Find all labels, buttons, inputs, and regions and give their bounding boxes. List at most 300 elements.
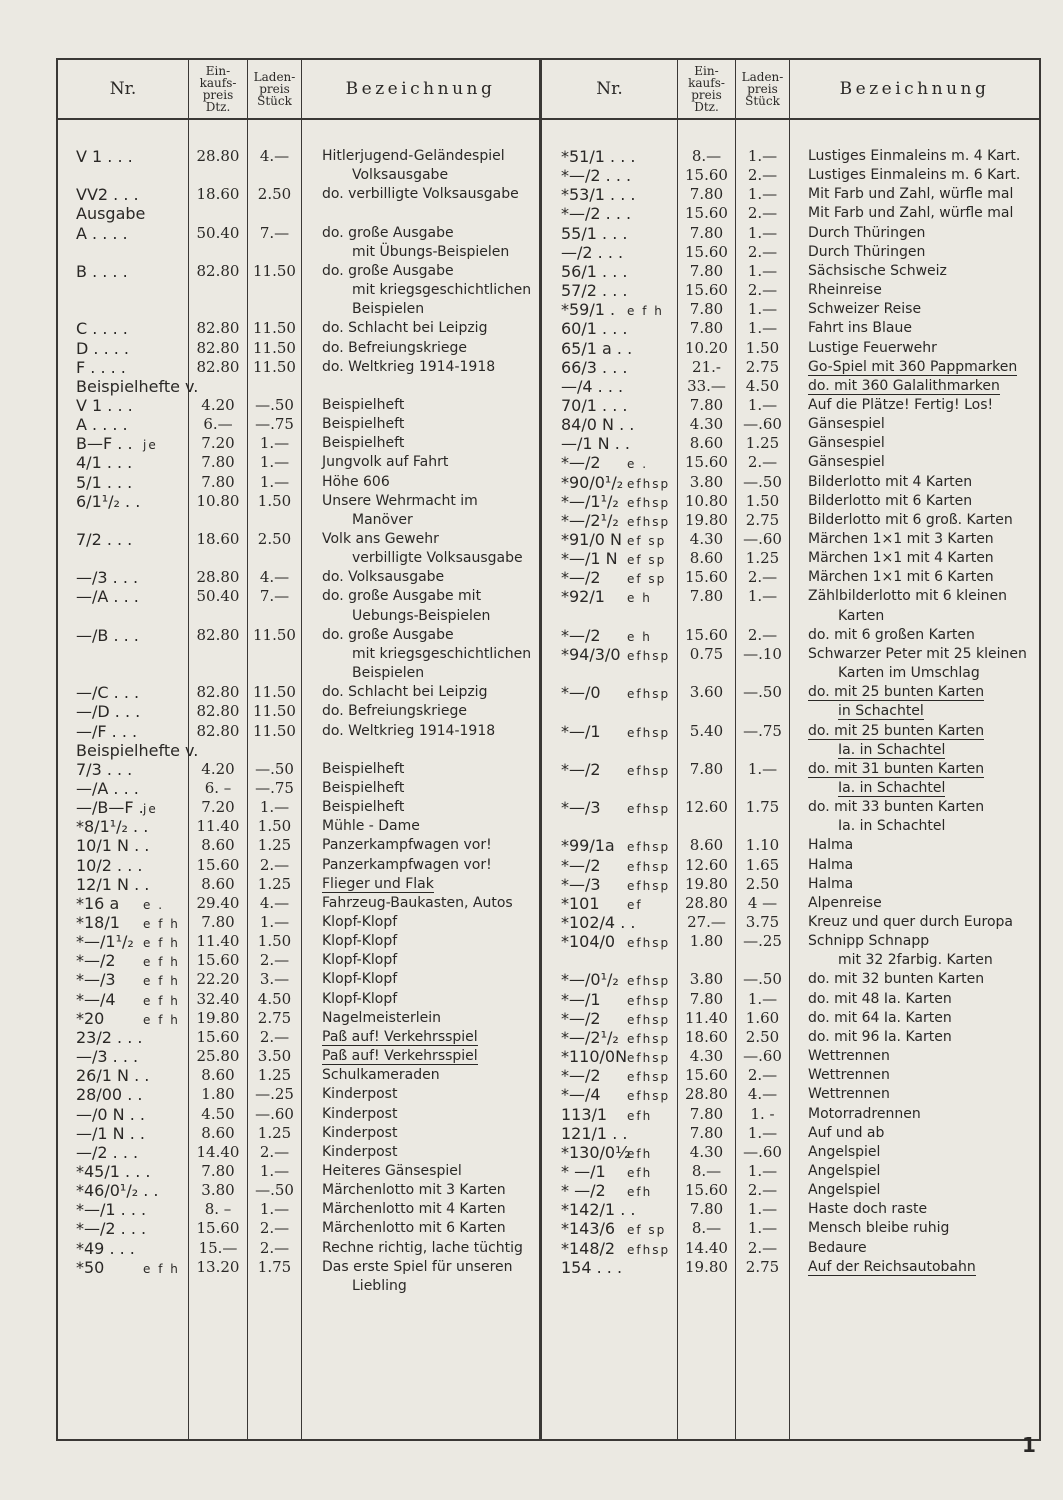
einkaufspreis: 8.60 [201, 1123, 235, 1142]
edition-codes: efh [627, 1146, 653, 1161]
item-number: 12/1 N . . [76, 874, 150, 894]
bezeichnung: Ia. in Schachtel [838, 741, 946, 758]
einkaufspreis: 82.80 [196, 338, 240, 357]
bezeichnung: Uebungs-Beispielen [352, 607, 491, 624]
einkaufspreis: 4.20 [201, 759, 235, 778]
bezeichnung: Schnipp Schnapp [808, 933, 930, 950]
item-number: 70/1 . . . [561, 395, 628, 415]
ladenpreis: 1.50 [745, 491, 780, 510]
divider [789, 58, 790, 1441]
bezeichnung: mit Übungs-Beispielen [352, 243, 510, 260]
bezeichnung: mit 32 2farbig. Karten [838, 952, 993, 969]
item-number: 121/1 . . [561, 1123, 628, 1143]
edition-codes: ef sp [627, 1223, 667, 1238]
bezeichnung: do. große Ausgabe [322, 626, 454, 643]
item-number: *—/2 [561, 1066, 601, 1086]
edition-codes: e f h [143, 993, 180, 1008]
edition-codes: e h [627, 591, 652, 606]
einkaufspreis: 8.60 [689, 836, 724, 855]
item-number: B—F . . [76, 434, 133, 454]
item-number: *—/4 [76, 989, 116, 1009]
bezeichnung: do. mit 32 bunten Karten [808, 971, 985, 988]
ladenpreis: 11.50 [253, 319, 296, 338]
bezeichnung: Beispielheft [322, 760, 405, 777]
einkaufspreis: 82.80 [196, 683, 240, 702]
edition-codes: efhsp [627, 725, 671, 740]
ladenpreis: 1.— [747, 147, 778, 165]
item-number: *16 a [76, 893, 120, 913]
bezeichnung: Bedaure [808, 1239, 867, 1256]
einkaufspreis: 18.60 [196, 185, 240, 204]
ladenpreis: 1.— [747, 261, 778, 280]
einkaufspreis: 8.60 [201, 1066, 235, 1085]
item-number: 10/1 N . . [76, 836, 150, 856]
ladenpreis: 2.— [259, 1238, 290, 1257]
einkaufspreis: 50.40 [196, 587, 240, 606]
einkaufspreis: 19.80 [685, 874, 728, 893]
item-number: *—/0¹/₂ [561, 970, 619, 990]
item-number: —/C . . . [76, 683, 140, 703]
ladenpreis: 4.— [259, 568, 290, 587]
ladenpreis: 1.— [747, 395, 778, 414]
item-number: 55/1 . . . [561, 223, 628, 243]
item-number: *—/2 [561, 855, 601, 875]
bezeichnung: Fahrt ins Blaue [808, 320, 912, 337]
einkaufspreis: 10.80 [685, 491, 728, 510]
item-number: C . . . . [76, 319, 128, 339]
item-number: *104/0 [561, 932, 616, 952]
ladenpreis: 4 — [747, 893, 778, 912]
header-nr: Nr. [596, 79, 623, 99]
bezeichnung: Angelspiel [808, 1162, 881, 1179]
edition-codes: efhsp [627, 687, 671, 702]
item-number: *—/2 [561, 568, 601, 588]
bezeichnung: Märchen 1×1 mit 6 Karten [808, 569, 994, 586]
einkaufspreis: 12.60 [685, 798, 728, 817]
einkaufspreis: 3.80 [689, 970, 724, 989]
edition-codes: efhsp [627, 1012, 671, 1027]
edition-codes: e f h [143, 955, 180, 970]
einkaufspreis: 8. – [204, 1200, 232, 1219]
item-number: *—/1¹/₂ [76, 932, 134, 952]
einkaufspreis: 15.60 [685, 166, 728, 185]
item-number: *—/2 [76, 951, 116, 971]
ladenpreis: 2.— [747, 1066, 778, 1085]
item-number: *—/3 [561, 798, 601, 818]
bezeichnung: Lustiges Einmaleins m. 4 Kart. [808, 148, 1021, 164]
bezeichnung: do. große Ausgabe mit [322, 588, 482, 605]
ladenpreis: —.25 [743, 932, 782, 951]
bezeichnung: Heiteres Gänsespiel [322, 1162, 462, 1179]
edition-codes: ef sp [627, 534, 667, 548]
ladenpreis: —.60 [255, 1104, 294, 1123]
bezeichnung: do. mit 33 bunten Karten [808, 799, 985, 816]
bezeichnung: Rechne richtig, lache tüchtig [322, 1239, 523, 1256]
header-einkaufspreis: Ein- kaufs- preis Dtz. [199, 64, 237, 114]
item-number: —/F . . . [76, 721, 138, 741]
item-number: *46/0¹/₂ . . [76, 1181, 159, 1201]
ladenpreis: 3.50 [257, 1047, 292, 1066]
bezeichnung: Märchenlotto mit 6 Karten [322, 1220, 506, 1237]
bezeichnung: Klopf-Klopf [322, 952, 398, 969]
edition-codes: e f h [143, 974, 180, 989]
einkaufspreis: 7.80 [201, 453, 235, 472]
ladenpreis: 1.75 [257, 1257, 292, 1276]
einkaufspreis: 12.60 [685, 855, 728, 874]
bezeichnung: Angelspiel [808, 1143, 881, 1160]
page-number: 1 [1022, 1433, 1036, 1457]
einkaufspreis: 8.60 [689, 434, 724, 453]
divider [301, 58, 302, 1441]
einkaufspreis: 28.80 [196, 568, 240, 587]
bezeichnung: do. verbilligte Volksausgabe [322, 186, 519, 203]
bezeichnung: do. mit 25 bunten Karten [808, 684, 985, 701]
einkaufspreis: 4.30 [689, 1142, 724, 1161]
ladenpreis: 1.— [259, 913, 290, 931]
item-number: *148/2 [561, 1238, 616, 1258]
einkaufspreis: 15.60 [685, 1066, 728, 1085]
item-number: 6/1¹/₂ . . [76, 491, 141, 511]
ladenpreis: 11.50 [253, 357, 296, 376]
item-number: 154 . . . [561, 1257, 623, 1277]
bezeichnung: do. mit 25 bunten Karten [808, 722, 985, 739]
ladenpreis: 1.60 [745, 1008, 780, 1027]
bezeichnung: Motorradrennen [808, 1105, 921, 1122]
item-number: —/2 . . . [561, 242, 624, 262]
bezeichnung: Beispielheft [322, 799, 405, 816]
bezeichnung: Volksausgabe [352, 167, 449, 184]
item-number: —/1 N . . [561, 434, 630, 454]
edition-codes: je [143, 438, 158, 453]
einkaufspreis: 8.— [691, 1161, 722, 1180]
item-number: 84/0 N . . [561, 415, 635, 435]
edition-codes: e f h [143, 936, 180, 951]
ladenpreis: 2.— [747, 166, 778, 185]
ladenpreis: 2.50 [745, 874, 780, 893]
bezeichnung: Paß auf! Verkehrsspiel [322, 1028, 478, 1045]
bezeichnung: Rheinreise [808, 282, 882, 299]
bezeichnung: Halma [808, 837, 854, 854]
bezeichnung: Liebling [352, 1277, 407, 1294]
header-ladenpreis: Laden- preis Stück [253, 70, 296, 108]
item-number: *—/0 [561, 683, 601, 703]
ladenpreis: 1.— [747, 185, 778, 204]
item-number: *—/1 . . . [76, 1200, 147, 1220]
item-number: *—/4 [561, 1085, 601, 1105]
einkaufspreis: 10.80 [196, 491, 240, 510]
ladenpreis: 1.— [747, 989, 778, 1008]
ladenpreis: 4.50 [745, 376, 780, 395]
item-number: V 1 . . . [76, 147, 133, 166]
ladenpreis: 1.— [259, 1200, 290, 1219]
item-number: *—/2 [561, 625, 601, 645]
item-number: *92/1 [561, 587, 605, 607]
ladenpreis: 2.— [747, 1238, 778, 1257]
bezeichnung: Auf die Plätze! Fertig! Los! [808, 396, 994, 413]
bezeichnung: Flieger und Flak [322, 875, 434, 892]
einkaufspreis: 8.60 [201, 874, 235, 893]
ladenpreis: 7.— [259, 587, 290, 606]
ladenpreis: —.60 [743, 1047, 782, 1066]
item-number: *99/1a [561, 836, 615, 856]
item-number: *—/1 [561, 721, 601, 741]
ladenpreis: —.50 [255, 395, 294, 414]
ladenpreis: —.50 [743, 472, 782, 491]
item-number: *—/2 . . . [561, 166, 632, 186]
bezeichnung: Auf und ab [808, 1124, 885, 1141]
item-number: * —/1 [561, 1161, 606, 1181]
item-number: *—/2 . . . [561, 204, 632, 224]
ladenpreis: 2.50 [257, 530, 292, 548]
ladenpreis: —.50 [743, 970, 782, 989]
einkaufspreis: 7.80 [201, 1161, 235, 1180]
bezeichnung: Halma [808, 856, 854, 873]
bezeichnung: mit kriegsgeschichtlichen [352, 282, 532, 299]
bezeichnung: Paß auf! Verkehrsspiel [322, 1048, 478, 1065]
einkaufspreis: 7.80 [689, 1200, 724, 1219]
ladenpreis: 1.25 [745, 549, 780, 568]
einkaufspreis: 25.80 [196, 1047, 240, 1066]
edition-codes: efhsp [627, 1089, 671, 1104]
ladenpreis: 4.— [259, 893, 290, 912]
ladenpreis: 2.— [747, 568, 778, 587]
item-number: *—/2 [561, 1008, 601, 1028]
ladenpreis: —.75 [255, 415, 294, 434]
bezeichnung: Bilderlotto mit 6 groß. Karten [808, 511, 1013, 528]
bezeichnung: verbilligte Volksausgabe [352, 550, 523, 567]
ladenpreis: 11.50 [253, 702, 296, 721]
bezeichnung: Klopf-Klopf [322, 971, 398, 988]
bezeichnung: Durch Thüringen [808, 224, 926, 241]
edition-codes: efh [627, 1185, 653, 1200]
einkaufspreis: 7.80 [689, 1123, 724, 1142]
ladenpreis: 2.— [747, 242, 778, 261]
ladenpreis: 11.50 [253, 338, 296, 357]
bezeichnung: Mit Farb und Zahl, würfle mal [808, 186, 1014, 203]
ladenpreis: —.10 [743, 644, 782, 663]
ladenpreis: 1.— [747, 319, 778, 338]
bezeichnung: Fahrzeug-Baukasten, Autos [322, 894, 513, 911]
einkaufspreis: 14.40 [196, 1142, 240, 1161]
bezeichnung: Schulkameraden [322, 1067, 440, 1084]
einkaufspreis: 3.80 [201, 1181, 235, 1200]
item-number: 10/2 . . . [76, 855, 143, 875]
ladenpreis: 3.— [259, 970, 290, 989]
einkaufspreis: 6. – [204, 778, 232, 797]
bezeichnung: do. mit 96 Ia. Karten [808, 1028, 952, 1045]
ladenpreis: 1.25 [745, 434, 780, 453]
ladenpreis: 2.— [747, 625, 778, 644]
item-number: *53/1 . . . [561, 185, 636, 205]
einkaufspreis: 7.80 [689, 300, 724, 319]
einkaufspreis: 82.80 [196, 721, 240, 740]
ladenpreis: 2.75 [257, 1008, 292, 1027]
ladenpreis: —.75 [255, 778, 294, 797]
einkaufspreis: 11.40 [685, 1008, 728, 1027]
item-number: *—/2 . . . [76, 1219, 147, 1239]
einkaufspreis: 7.80 [689, 989, 724, 1008]
item-number: V 1 . . . [76, 395, 133, 415]
einkaufspreis: 15.60 [196, 1027, 240, 1046]
item-number: *18/1 [76, 913, 120, 932]
item-number: *20 [76, 1008, 105, 1028]
einkaufspreis: 15.60 [196, 855, 240, 874]
bezeichnung: do. mit 360 Galalithmarken [808, 377, 1000, 394]
ladenpreis: 2.75 [745, 510, 780, 529]
einkaufspreis: 15.60 [685, 453, 728, 472]
einkaufspreis: 1.80 [201, 1085, 235, 1104]
einkaufspreis: 8.— [691, 1219, 722, 1238]
einkaufspreis: 4.30 [689, 1047, 724, 1066]
bezeichnung: Märchen 1×1 mit 3 Karten [808, 531, 994, 547]
bezeichnung: Panzerkampfwagen vor! [322, 837, 492, 854]
einkaufspreis: 5.40 [689, 721, 724, 740]
ladenpreis: 1.— [747, 1123, 778, 1142]
item-number: *45/1 . . . [76, 1161, 151, 1181]
item-number: —/B—F . [76, 798, 144, 818]
ladenpreis: 1.50 [745, 338, 780, 357]
einkaufspreis: 27.— [687, 913, 726, 931]
bezeichnung: Mensch bleibe ruhig [808, 1220, 950, 1237]
ladenpreis: 2.— [747, 281, 778, 300]
einkaufspreis: 8.60 [689, 549, 724, 568]
edition-codes: efhsp [627, 1051, 671, 1066]
item-number: —/A . . . [76, 587, 139, 607]
einkaufspreis: 15.60 [685, 281, 728, 300]
einkaufspreis: 15.60 [685, 568, 728, 587]
ladenpreis: 1.— [747, 1161, 778, 1180]
item-number: Beispielhefte v. [76, 740, 199, 760]
bezeichnung: Wettrennen [808, 1067, 890, 1084]
bezeichnung: do. mit 6 großen Karten [808, 626, 975, 643]
ladenpreis: 1.— [259, 798, 290, 817]
bezeichnung: do. mit 64 Ia. Karten [808, 1009, 952, 1026]
bezeichnung: Volk ans Gewehr [322, 531, 439, 547]
item-number: 66/3 . . . [561, 357, 628, 377]
bezeichnung: Gänsespiel [808, 435, 885, 452]
bezeichnung: Manöver [352, 511, 413, 528]
bezeichnung: Go-Spiel mit 360 Pappmarken [808, 358, 1018, 375]
ladenpreis: 11.50 [253, 261, 296, 280]
einkaufspreis: 28.80 [685, 893, 728, 912]
item-number: —/B . . . [76, 625, 139, 645]
einkaufspreis: 7.20 [201, 798, 235, 817]
einkaufspreis: 7.80 [689, 395, 724, 414]
header-bezeichnung: Bezeichnung [345, 79, 496, 99]
einkaufspreis: 1.80 [689, 932, 724, 951]
bezeichnung: Ia. in Schachtel [838, 818, 946, 835]
item-number: *8/1¹/₂ . . [76, 817, 149, 837]
ladenpreis: 2.— [259, 1219, 290, 1238]
einkaufspreis: 82.80 [196, 261, 240, 280]
einkaufspreis: 15.60 [685, 242, 728, 261]
bezeichnung: Lustige Feuerwehr [808, 339, 937, 356]
bezeichnung: Kinderpost [322, 1105, 398, 1122]
bezeichnung: Schwarzer Peter mit 25 kleinen [808, 645, 1027, 662]
einkaufspreis: 50.40 [196, 223, 240, 242]
edition-codes: efhsp [627, 495, 671, 510]
ladenpreis: 2.— [259, 1142, 290, 1161]
edition-codes: efhsp [627, 993, 671, 1008]
ladenpreis: 2.75 [745, 1257, 780, 1276]
edition-codes: ef sp [627, 553, 667, 568]
ladenpreis: 1.— [259, 434, 290, 453]
bezeichnung: Klopf-Klopf [322, 914, 398, 930]
einkaufspreis: 28.80 [196, 147, 240, 165]
einkaufspreis: 22.20 [196, 970, 240, 989]
bezeichnung: mit kriegsgeschichtlichen [352, 645, 532, 662]
item-number: D . . . . [76, 338, 130, 358]
einkaufspreis: 8.60 [201, 836, 235, 855]
item-number: —/A . . . [76, 778, 139, 798]
einkaufspreis: 10.20 [685, 338, 728, 357]
edition-codes: efhsp [627, 1242, 671, 1257]
header-ladenpreis: Laden- preis Stück [741, 70, 784, 108]
bezeichnung: Mit Farb und Zahl, würfle mal [808, 205, 1014, 222]
bezeichnung: Beispielheft [322, 435, 405, 452]
header-rule [56, 118, 1041, 120]
einkaufspreis: 29.40 [196, 893, 240, 912]
bezeichnung: Mühle - Dame [322, 818, 420, 835]
item-number: *—/2¹/₂ [561, 510, 619, 530]
edition-codes: efhsp [627, 1031, 671, 1046]
ladenpreis: 11.50 [253, 721, 296, 740]
item-number: *51/1 . . . [561, 147, 636, 166]
ladenpreis: 1.— [747, 587, 778, 606]
bezeichnung: do. mit 31 bunten Karten [808, 760, 985, 777]
bezeichnung: Halma [808, 875, 854, 892]
einkaufspreis: 15.60 [196, 951, 240, 970]
bezeichnung: Karten [838, 607, 885, 624]
edition-codes: e . [143, 897, 165, 912]
edition-codes: efhsp [627, 763, 671, 778]
edition-codes: efhsp [627, 974, 671, 989]
bezeichnung: Sächsische Schweiz [808, 262, 947, 279]
ladenpreis: 2.— [259, 855, 290, 874]
item-number: —/3 . . . [76, 1047, 139, 1067]
header-einkaufspreis: Ein- kaufs- preis Dtz. [688, 64, 725, 114]
bezeichnung: Klopf-Klopf [322, 933, 398, 950]
item-number: VV2 . . . [76, 185, 139, 205]
einkaufspreis: 7.80 [689, 319, 724, 338]
einkaufspreis: 21.- [692, 357, 721, 376]
einkaufspreis: 15.— [198, 1238, 238, 1257]
ladenpreis: —.50 [255, 1181, 294, 1200]
ladenpreis: 2.— [747, 204, 778, 223]
ladenpreis: 1.— [747, 759, 778, 778]
bezeichnung: do. Weltkrieg 1914-1918 [322, 722, 496, 739]
ladenpreis: 1.— [747, 300, 778, 319]
item-number: *110/0N [561, 1047, 628, 1067]
item-number: F . . . . [76, 357, 126, 377]
einkaufspreis: 4.30 [689, 530, 724, 548]
item-number: *101 [561, 893, 600, 913]
einkaufspreis: 11.40 [196, 817, 240, 836]
einkaufspreis: 7.80 [689, 759, 724, 778]
ladenpreis: —.50 [743, 683, 782, 702]
item-number: *142/1 . . [561, 1200, 636, 1220]
ladenpreis: 1.65 [745, 855, 780, 874]
ladenpreis: 1.25 [257, 836, 292, 855]
item-number: 65/1 a . . [561, 338, 633, 358]
item-number: 57/2 . . . [561, 281, 628, 301]
item-number: *91/0 N [561, 530, 622, 549]
item-number: 4/1 . . . [76, 453, 133, 473]
ladenpreis: 1.— [259, 472, 290, 491]
item-number: 5/1 . . . [76, 472, 133, 492]
bezeichnung: do. große Ausgabe [322, 224, 454, 241]
edition-codes: ef [627, 897, 643, 912]
